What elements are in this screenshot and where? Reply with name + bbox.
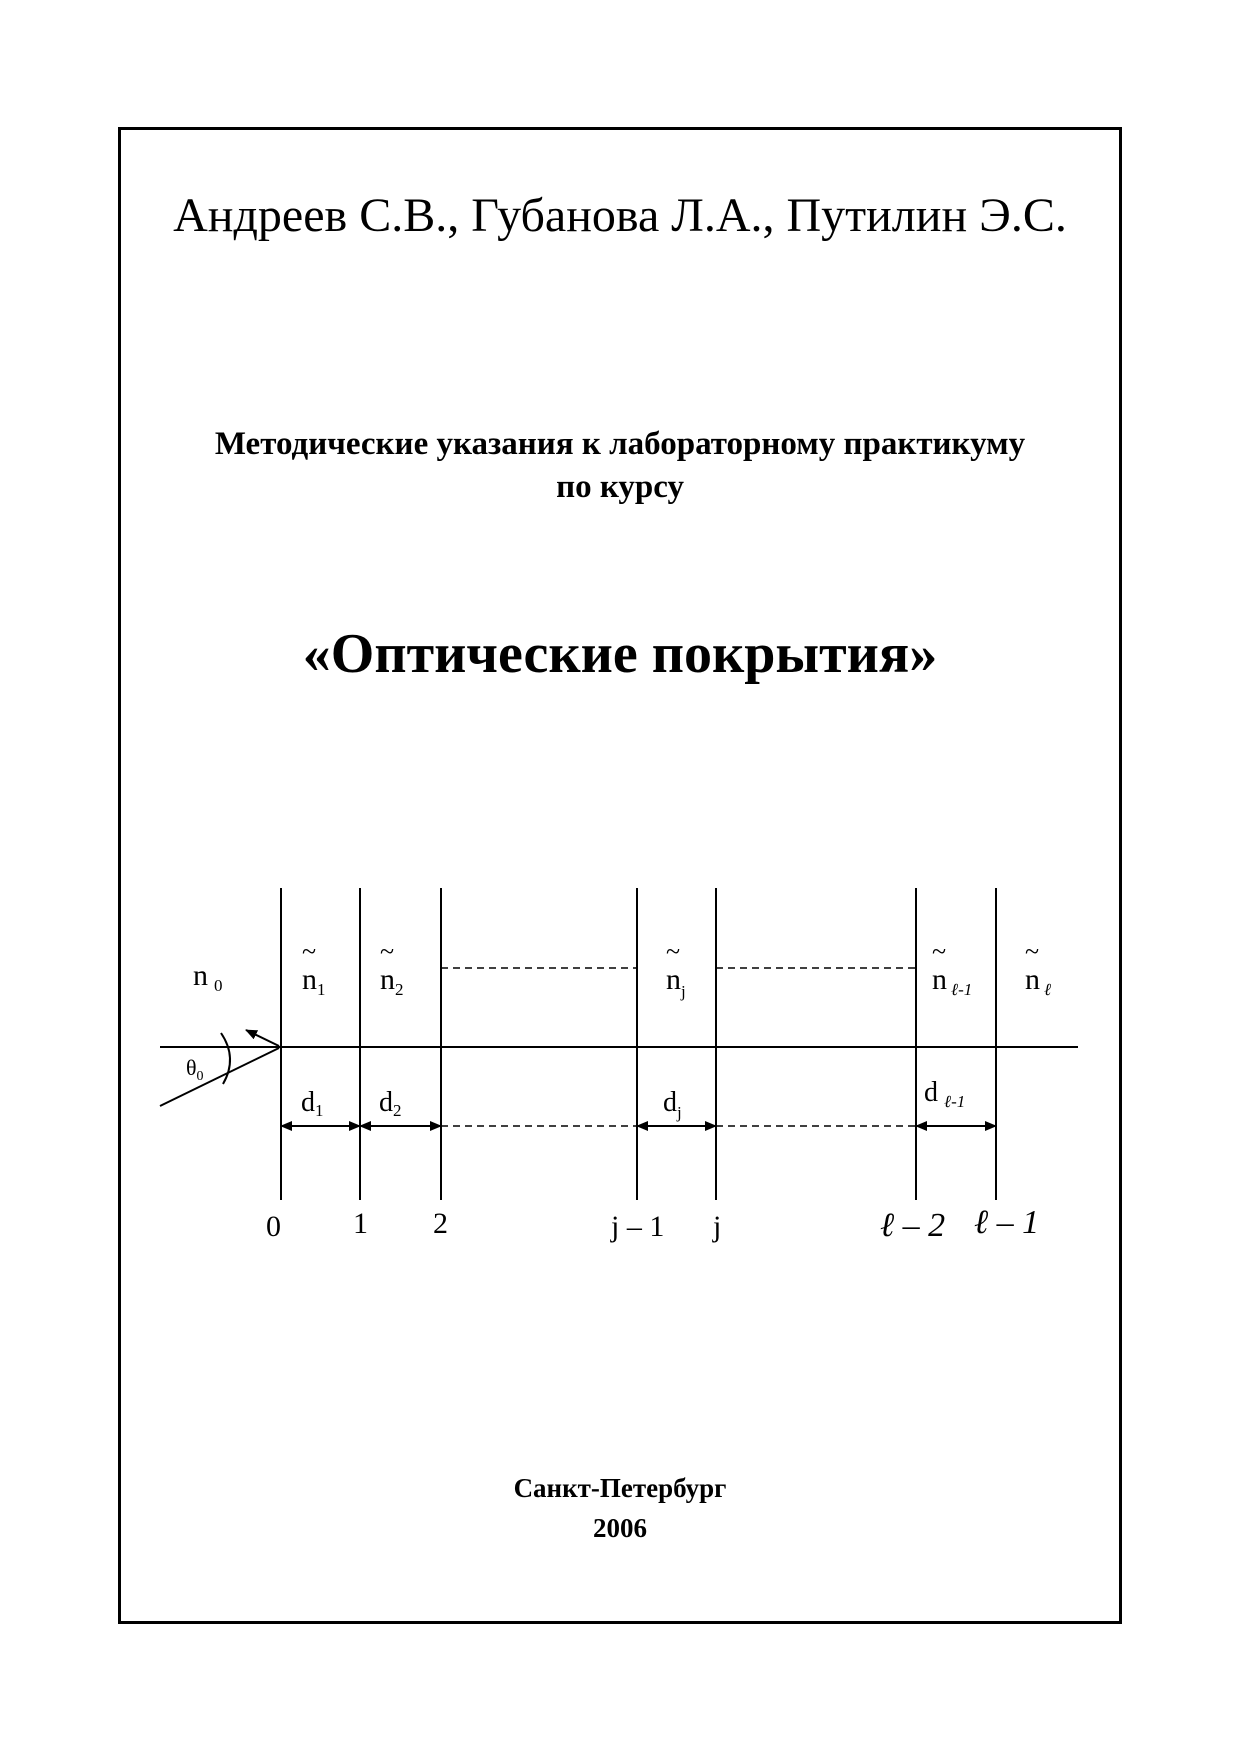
thickness-label-dj: $d_j$ <box>663 1087 682 1122</box>
svg-text:n2: $n_2$ <box>380 963 404 999</box>
svg-text:~: ~ <box>1025 937 1040 966</box>
publication-place-year <box>118 1468 1122 1548</box>
svg-text:~: ~ <box>666 937 681 966</box>
interface-label-j-1: j – 1 <box>611 1210 665 1243</box>
authors: Андреев С.В., Губанова Л.А., Путилин Э.С. <box>173 189 1067 242</box>
svg-text:~: ~ <box>932 937 947 966</box>
interface-label-l-1: ℓ – 1 <box>974 1204 1040 1241</box>
reflected-ray-arrow <box>246 1030 279 1046</box>
interface-label-0: 0 <box>266 1210 281 1243</box>
svg-text:~: ~ <box>380 937 395 966</box>
publication-year: 2006 <box>593 1513 647 1543</box>
layer-label-nl <box>1025 937 1051 999</box>
course-title: «Оптические покрытия» <box>302 623 938 685</box>
interface-label-2: 2 <box>433 1207 448 1240</box>
angle-label-theta0: $\theta_0$ <box>186 1055 204 1084</box>
layer-label-nl-1 <box>932 937 972 999</box>
svg-text:nj: $n_j$ <box>666 963 686 1001</box>
thickness-label-dl-1: d $_{\ell-1}$ <box>924 1077 966 1111</box>
thickness-label-d1: d1 <box>301 1087 324 1120</box>
medium-label-n0: n $_0$ <box>193 959 223 995</box>
incident-ray <box>160 1048 279 1106</box>
interface-label-1: 1 <box>353 1207 368 1240</box>
svg-text:n1: $n_1$ <box>302 963 326 999</box>
svg-text:nℓ-1: n $_{\ell-1}$ <box>932 963 973 999</box>
svg-text:~: ~ <box>302 937 317 966</box>
thickness-label-d2: d2 <box>379 1087 402 1120</box>
publication-city: Санкт-Петербург <box>513 1473 727 1503</box>
layer-label-n2 <box>380 937 404 999</box>
subtitle-line-1: Методические указания к лабораторному практикуму <box>214 426 1026 462</box>
interface-label-j: j <box>713 1210 722 1243</box>
svg-text:nℓ: n $_\ell$ <box>1025 963 1052 999</box>
interface-label-l-2: ℓ – 2 <box>880 1207 946 1244</box>
subtitle-line-2: по курсу <box>556 469 684 505</box>
layer-label-n1 <box>302 937 326 999</box>
layer-label-nj <box>666 937 686 1001</box>
